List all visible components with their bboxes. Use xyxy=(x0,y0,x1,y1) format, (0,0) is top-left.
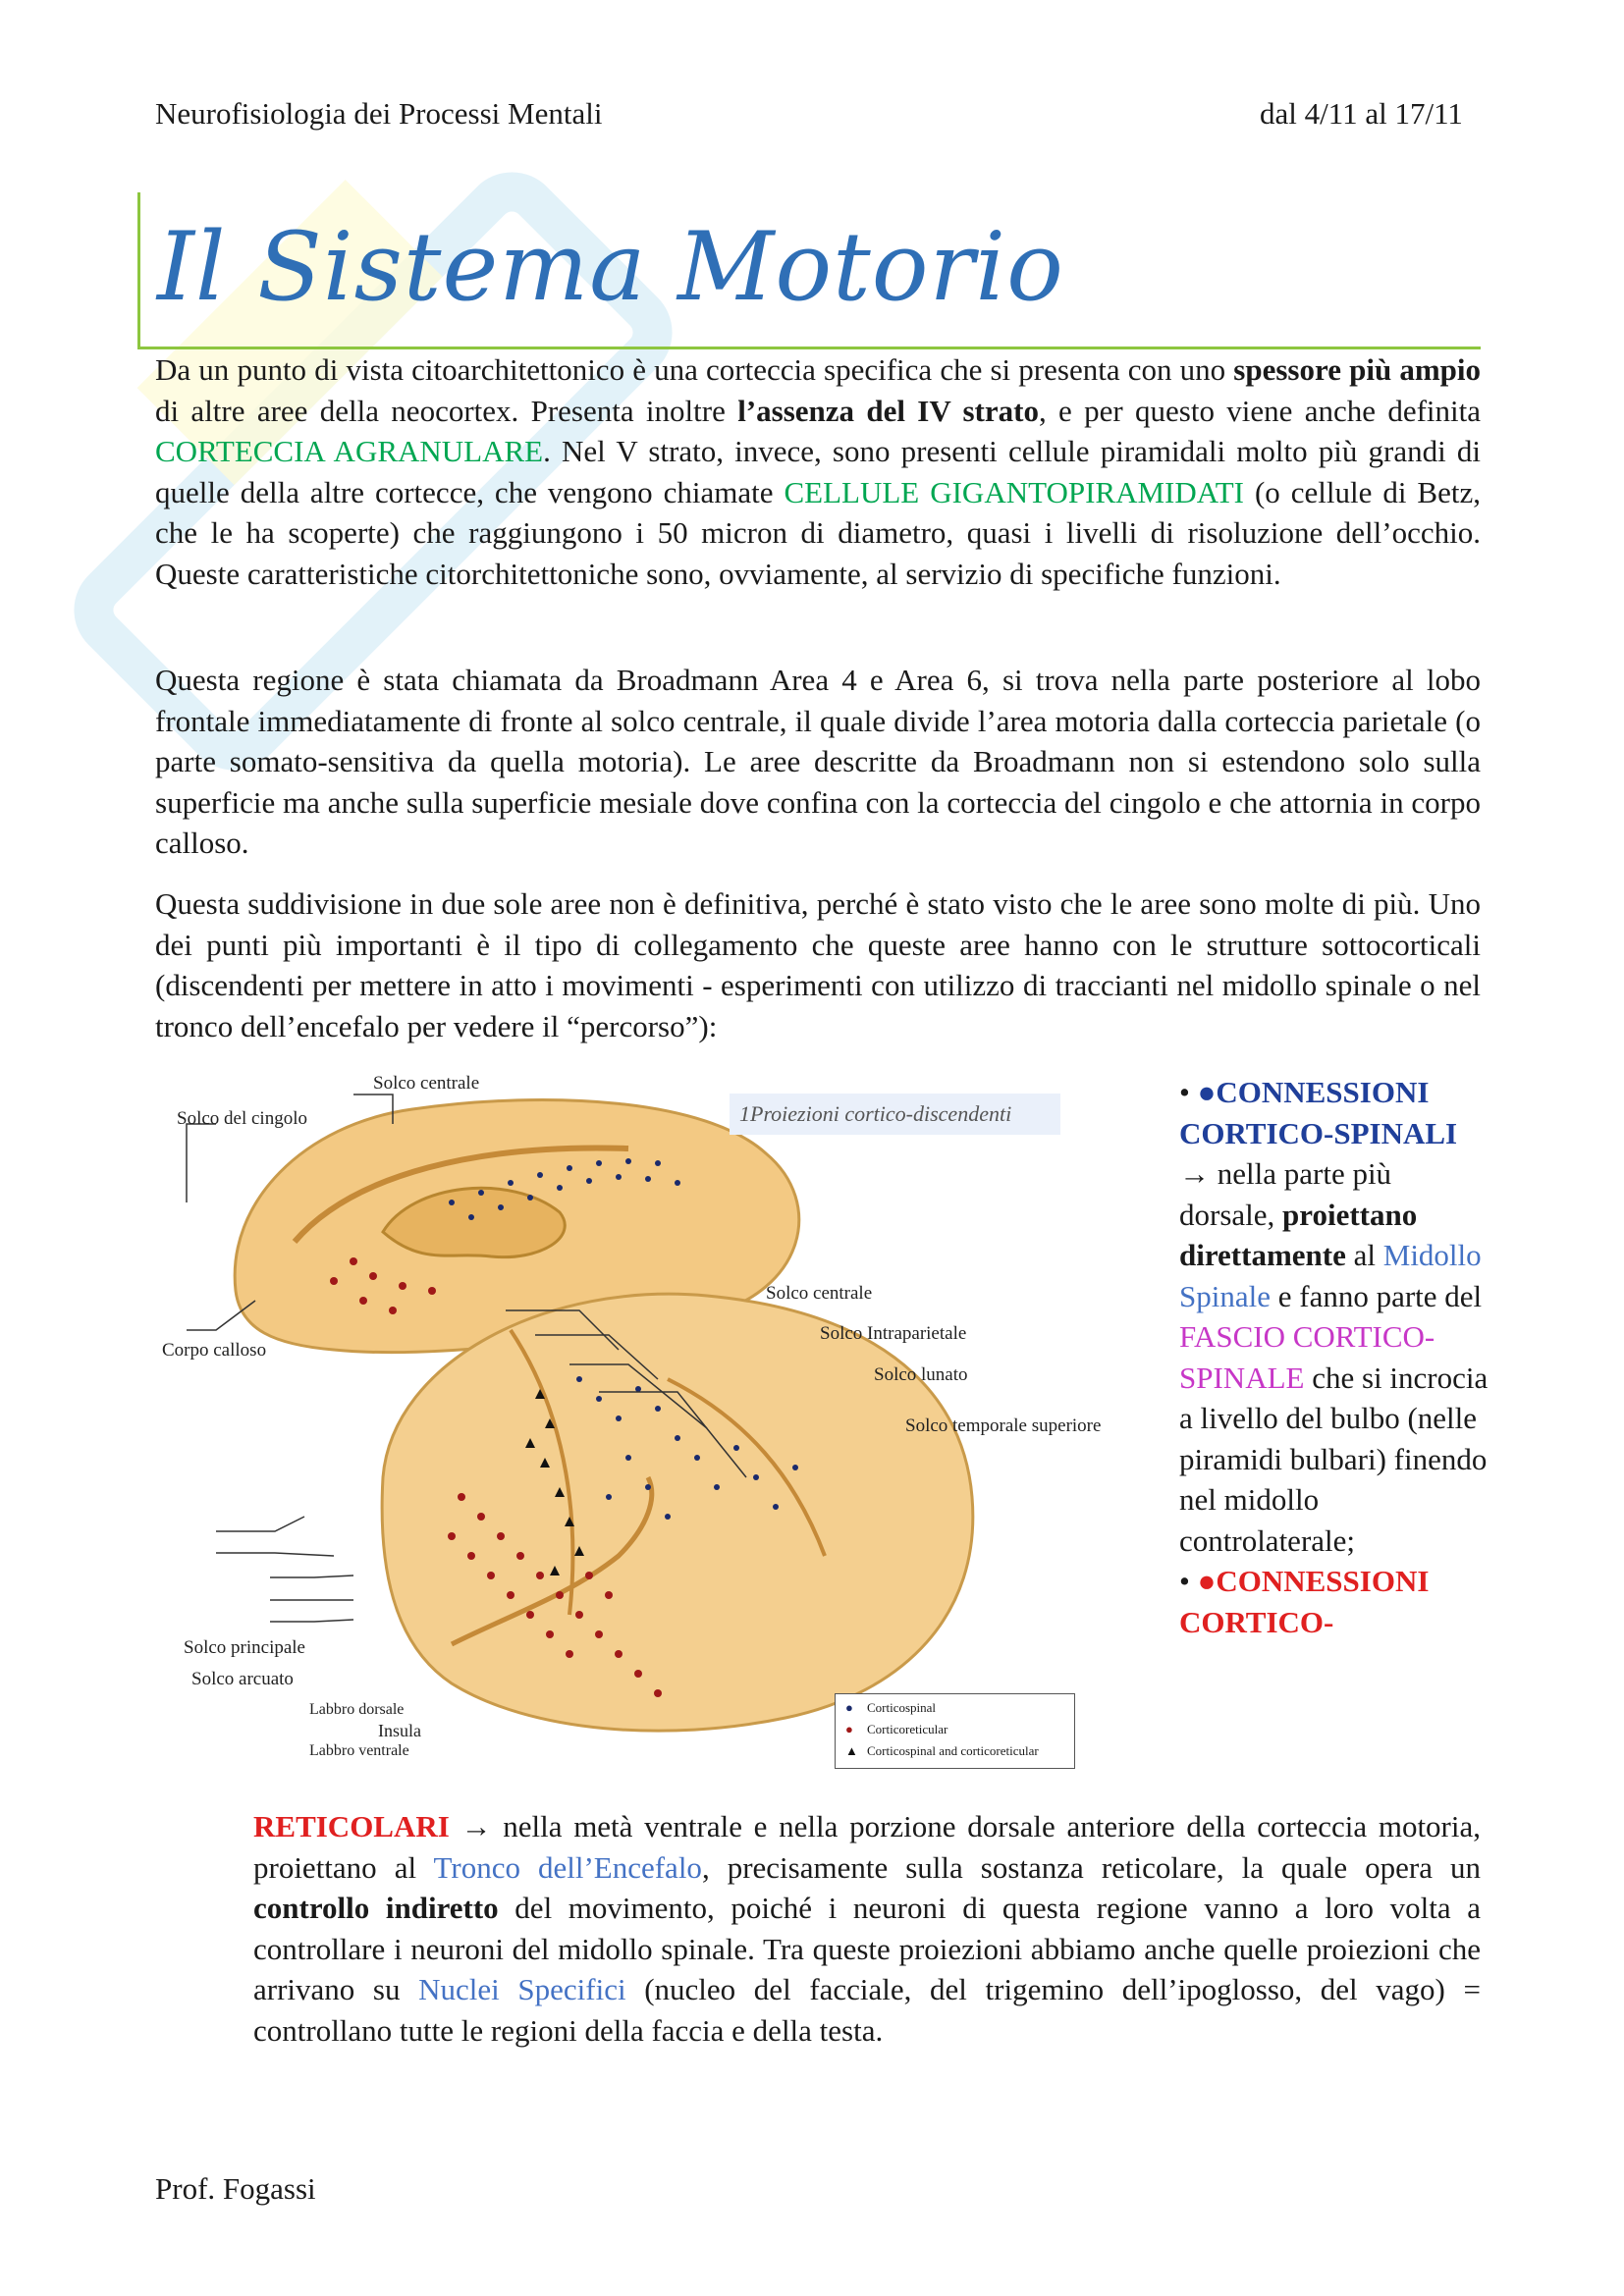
bullet1-text: → nella parte più dorsale, xyxy=(1179,1156,1392,1232)
bullet-list-side xyxy=(1179,1072,1489,1642)
brain-figure xyxy=(157,1065,1139,1782)
both-marker-icon: ▲ xyxy=(845,1743,858,1758)
figure-legend xyxy=(835,1693,1075,1769)
header-dates: dal 4/11 al 17/11 xyxy=(1260,96,1463,131)
legend-row-corticoreticular: ● Corticoreticular xyxy=(845,1722,948,1736)
term-corteccia-agranulare: CORTECCIA AGRANULARE xyxy=(155,434,544,468)
link-midollo-spinale[interactable]: Midollo Spinale xyxy=(1179,1238,1482,1313)
label-solco-centrale-top: Solco centrale xyxy=(373,1073,480,1094)
p1-text: Da un punto di vista citoarchitettonico è una corteccia specifica che si presenta con uno xyxy=(155,352,1234,387)
bullet2-text: (nucleo del facciale, del trigemino dell’ipoglosso, del vago) = controllano tutte le regioni della faccia e della testa. xyxy=(253,1972,1481,2048)
bullet1-text: al xyxy=(1345,1238,1383,1272)
label-solco-lunato: Solco lunato xyxy=(874,1364,968,1385)
bullet2-text: , precisamente sulla sostanza reticolare, la quale opera un xyxy=(701,1849,1481,1885)
red-dot-icon: ● xyxy=(1197,1564,1217,1598)
bullet-marker: • xyxy=(1179,1075,1190,1109)
p1-text: . Nel V strato, invece, sono presenti cellule piramidali molto più grandi di quelle della altre cortecce, che vengono chiamate xyxy=(155,434,1481,509)
corticoreticular-marker-icon: ● xyxy=(845,1722,853,1736)
p1-bold-layer: l’assenza del IV strato xyxy=(737,393,1039,428)
header-course: Neurofisiologia dei Processi Mentali xyxy=(155,96,603,131)
page-title: Il Sistema Motorio xyxy=(157,212,1064,322)
p1-bold-thickness: spessore più ampio xyxy=(1233,352,1482,387)
label-solco-temporale: Solco temporale superiore xyxy=(905,1415,1102,1436)
title-block xyxy=(137,192,1481,349)
figure-caption: 1Proiezioni cortico-discendenti xyxy=(730,1094,1060,1135)
bullet-marker: • xyxy=(1179,1564,1190,1598)
bullet1-text: e fanno parte del xyxy=(1271,1278,1483,1313)
bullet-1 xyxy=(1179,1072,1489,1561)
p1-text: di altre aree della neocortex. Presenta inoltre xyxy=(155,393,738,428)
link-nuclei-specifici[interactable]: Nuclei Specifici xyxy=(418,1972,626,2006)
corticospinal-marker-icon: ● xyxy=(845,1700,853,1715)
paragraph-2: Questa regione è stata chiamata da Broadmann Area 4 e Area 6, si trova nella parte posteriore al lobo frontale immediatamente di fronte al solco centrale, il quale divide l’area motoria dalla corteccia parietale (o parte somato-sensitiva da quella motoria). Le aree descritte da Broadmann non si estendono solo sulla superficie ma anche sulla superficie mesiale dove confina con la corteccia del cingolo e che attornia in corpo calloso. xyxy=(155,663,1481,860)
footer-author: Prof. Fogassi xyxy=(155,2171,316,2206)
label-solco-arcuato: Solco arcuato xyxy=(191,1669,294,1689)
legend-row-both: ▲ Corticospinal and corticoreticular xyxy=(845,1743,1039,1758)
link-tronco-encefalo[interactable]: Tronco dell’Encefalo xyxy=(433,1849,702,1885)
p1-text: (o cellule di Betz, che le ha scoperte) che raggiungono i 50 micron di diametro, quasi i livelli di risoluzione dell’occhio. Queste caratteristiche citorchitettoniche sono, ovviamente, al servizio di specifiche funzioni. xyxy=(155,474,1481,591)
lateral-hemisphere xyxy=(382,1294,973,1731)
bullet1-bold: proiettano direttamente xyxy=(1179,1197,1418,1272)
label-labbro-dorsale: Labbro dorsale xyxy=(309,1701,405,1718)
bullet1-heading: CONNESSIONI CORTICO-SPINALI xyxy=(1179,1075,1458,1150)
bullet-2-continuation xyxy=(253,1806,1481,2051)
bullet2-text: del movimento, poiché i neuroni di questa regione vanno a loro volta a controllare i neuroni del midollo spinale. Tra queste proiezioni abbiamo anche quelle proiezioni che arrivano su xyxy=(253,1891,1482,2006)
bullet1-text: che si incrocia a livello del bulbo (nelle piramidi bulbari) finendo nel midollo controlaterale; xyxy=(1179,1360,1489,1558)
blue-dot-icon: ● xyxy=(1197,1075,1217,1109)
paragraph-3: Questa suddivisione in due sole aree non è definitiva, perché è stato visto che le aree sono molte di più. Uno dei punti più importanti è il tipo di collegamento che queste aree hanno con le strutture sottocorticali (discendenti per mettere in atto i movimenti - esperimenti con utilizzo di traccianti nel midollo spinale o nel tronco dell’encefalo per vedere il “percorso”): xyxy=(155,886,1481,1043)
p1-text: , e per questo viene anche definita xyxy=(1038,393,1481,428)
label-labbro-ventrale: Labbro ventrale xyxy=(309,1742,409,1759)
bullet-2-start xyxy=(1179,1561,1489,1642)
label-corpo-calloso: Corpo calloso xyxy=(162,1340,267,1361)
bullet2-heading-a: CONNESSIONI CORTICO- xyxy=(1179,1564,1430,1639)
bullet2-heading-b: RETICOLARI xyxy=(253,1809,450,1843)
label-solco-cingolo: Solco del cingolo xyxy=(177,1108,307,1129)
label-solco-intraparietale: Solco Intraparietale xyxy=(820,1323,967,1344)
label-solco-centrale: Solco centrale xyxy=(766,1283,873,1304)
paragraph-1 xyxy=(155,349,1481,594)
bullet2-text: → nella metà ventrale e nella porzione dorsale anteriore della corteccia motoria, proiettano al xyxy=(253,1809,1481,1885)
term-fascio-cortico-spinale: FASCIO CORTICO-SPINALE xyxy=(1179,1319,1435,1395)
label-solco-principale: Solco principale xyxy=(184,1637,305,1658)
term-cellule-gigantopiramidati: CELLULE GIGANTOPIRAMIDATI xyxy=(784,474,1244,509)
label-insula: Insula xyxy=(378,1721,421,1740)
bullet2-bold: controllo indiretto xyxy=(253,1891,499,1925)
title-accent-vertical xyxy=(137,192,140,349)
legend-row-corticospinal: ● Corticospinal xyxy=(845,1700,937,1715)
